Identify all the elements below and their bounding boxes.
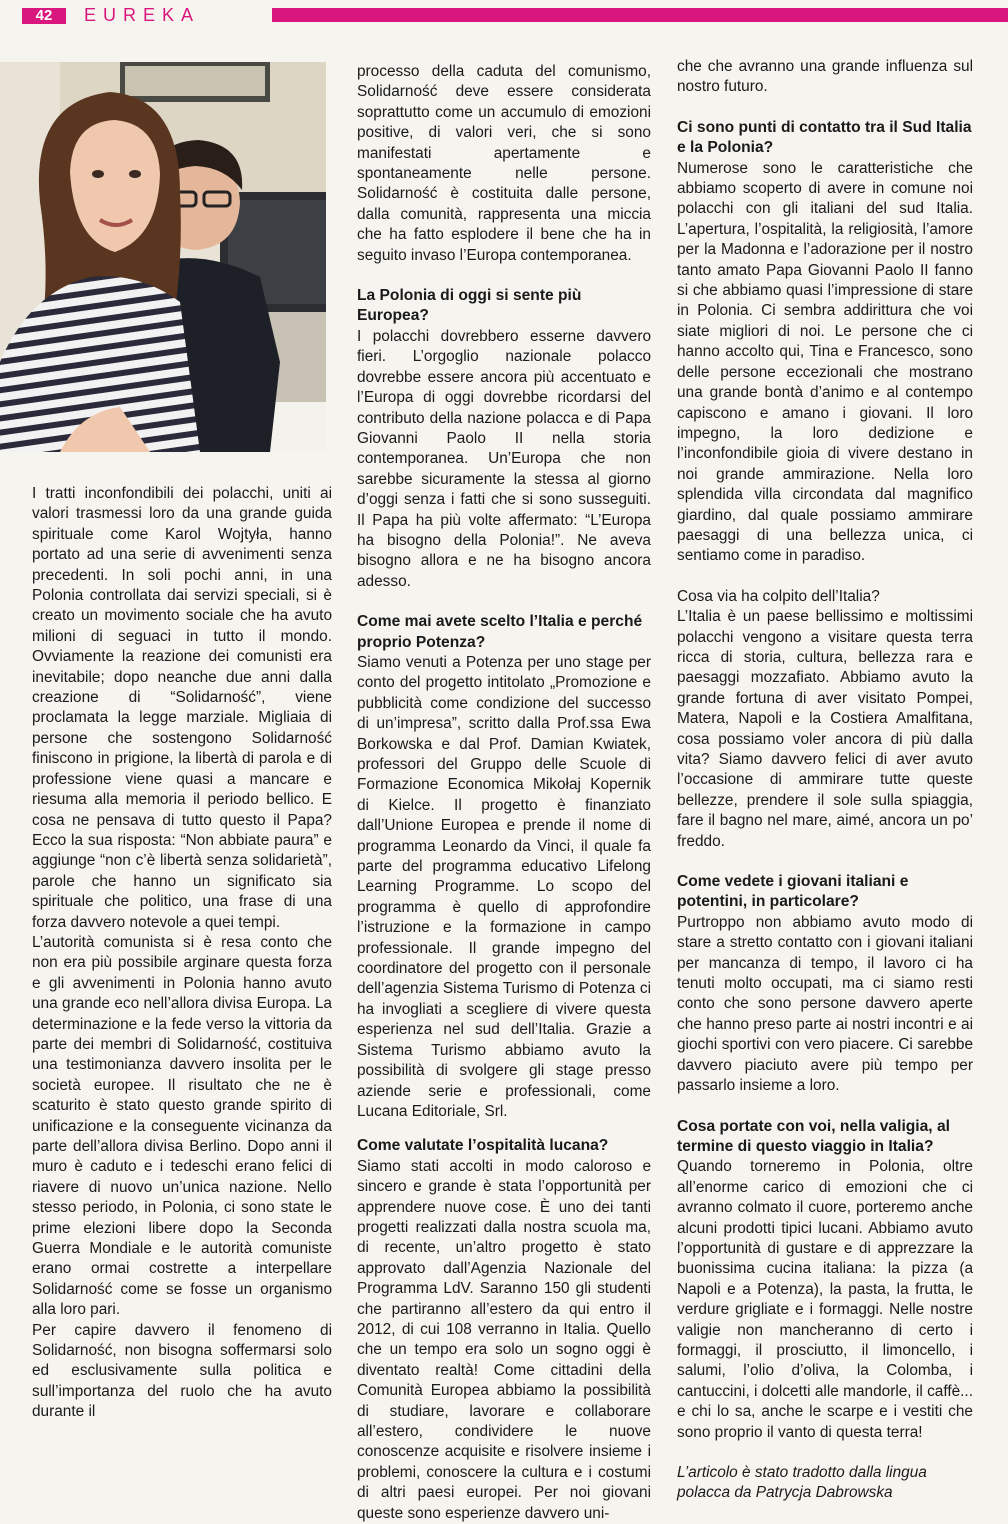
answer-paragraph: Quando torneremo in Polonia, oltre all’enorme carico di emozioni che ci avranno colmato il cuore, porteremo anche alcuni prodotti tipici lucani. Abbiamo avuto l’opportunità di gustare e di apprezzare la buonissima cucina italiana: la pizza (a Napoli e a Potenza), la pasta, la frutta, le verdure grigliate e i formaggi. Nelle nostre valigie non mancheranno di certo i formaggi, il prosciutto, il limoncello, i salumi, l’olio d’oliva, la Colomba, i cantuccini, i dolcetti alle mandorle, il caffè... e chi lo sa, anche le scarpe e i vestiti che sono proprio il vanto di questa terra! [677,1158,973,1441]
article-photo [0,62,326,452]
question-heading: La Polonia di oggi si sente più Europea? [357,287,582,325]
answer-paragraph: I polacchi dovrebbero esserne davvero fieri. L’orgoglio nazionale polacco dovrebbe essere ancora più accentuato e l’Europa di oggi dovrebbe ricordarsi del contributo della nazione polacca e di Papa Giovanni Paolo II nella storia contemporanea. Un’Europa che non sarebbe sicuramente la stessa al giorno d’oggi senza i fatti che si sono susseguiti. Il Papa ha più volte affermato: “L’Europa ha bisogno della Polonia!”. Ne aveva bisogno allora e ne ha bisogno ancora adesso. [357,327,651,590]
paragraph: L’autorità comunista si è resa conto che non era più possibile arginare questa forza e gli avvenimenti in Polonia hanno avuto una grande eco nell’allora divisa Europa. La determinazione e la fede verso la vittoria da parte dei membri di Solidarność, costituiva una testimonianza davvero insolita per le società europee. Il risultato che ne è scaturito è stato questo grande spirito di unificazione e la conseguente vicinanza da parte dell’allora divisa Berlino. Dopo anni il muro è caduto e i tedeschi erano felici di riavere di nuovo un’unica nazione. Nello stesso periodo, in Polonia, ci sono state le prime elezioni libere dopo la Seconda Guerra Mondiale e le autorità comuniste erano ormai costrette a interpellare Solidarność come se fosse un organismo alla loro pari. [32,933,332,1319]
question-heading: Cosa portate con voi, nella valigia, al termine di questo viaggio in Italia? [677,1117,950,1155]
paragraph: I tratti inconfondibili dei polacchi, uniti ai valori trasmessi loro da una grande guida spirituale come Karol Wojtyła, hanno portato ad una serie di avvenimenti senza precedenti. In soli pochi anni, in una Polonia controllata dai servizi speciali, si è creato un movimento sociale che ha avuto milioni di seguaci in tutto il mondo. Ovviamente la reazione dei comunisti era inevitabile; dopo neanche due anni dalla creazione di “Solidarność”, viene proclamata la legge marziale. Migliaia di persone che sostengono Solidarność finiscono in prigione, la libertà di parola e di professione viene quasi a mancare e riesuma alla memoria il periodo bellico. E cosa ne pensava di tutto questo il Papa? Ecco la sua risposta: “Non abbiate paura” e aggiunge “non c’è libertà senza solidarietà”, parole che hanno un significato sia spirituale che politico, una frase di una forza davvero notevole a quei tempi. [32,485,332,931]
magazine-title: EUREKA [84,5,201,25]
question-plain: Cosa via ha colpito dell’Italia? [677,587,880,605]
paragraph: Per capire davvero il fenomeno di Solidarność, non bisogna soffermarsi solo ed esclusivamente sulla politica e sull’importanza del ruolo che ha avuto durante il [32,1321,332,1421]
photo-two-students-icon [0,62,326,452]
question-heading: Come mai avete scelto l’Italia e perché proprio Potenza? [357,613,643,651]
paragraph: processo della caduta del comunismo, Solidarność deve essere considerata soprattutto come un accumulo di emozioni positive, di valori veri, che si sono manifestati apertamente e spontaneamente nelle persone. Solidarność è costituita dalle persone, dalla comunità, rappresenta una miccia che ha fatto esplodere il bene che ha in seguito invaso l’Europa contemporanea. [357,63,651,264]
question-heading: Ci sono punti di contatto tra il Sud Italia e la Polonia? [677,118,972,157]
answer-paragraph: Siamo venuti a Potenza per uno stage per conto del progetto intitolato „Promozione e pubblicità come condizione del successo di un’impresa”, scritto dalla Prof.ssa Ewa Borkowska e dal Prof. Damian Kwiatek, professori del Gruppo delle Scuole di Formazione Economica Mikołaj Kopernik di Kielce. Il progetto è finanziato dall’Unione Europea e prende il nome di programma Leonardo da Vinci, il quale fa parte del programma educativo Lifelong Learning Programme. Lo scopo del programma è quello di approfondire l’istruzione e la formazione in campo professionale. Il grande impegno del coordinatore del progetto con il personale dell’agenzia Sistema Turismo di Potenza ci ha invogliati a scegliere di vivere questa esperienza nel sud dell’Italia. Grazie a Sistema Turismo abbiamo avuto la possibilità di svolgere gli stage presso aziende serie e professionali, come Lucana Editoriale, Srl. [357,653,651,1120]
translation-credit: L’articolo è stato tradotto dalla lingua polacca da Patrycja Dabrowska [677,1464,927,1502]
answer-paragraph: Siamo stati accolti in modo caloroso e sincero e grande è stata l’opportunità per apprendere nuove cose. È uno dei tanti progetti realizzati dalla nostra scuola ma, di recente, un’altro progetto è stato approvato dall’Agenzia Nazionale del Programma LdV. Saranno 150 gli studenti che partiranno all’estero da qui entro il 2012, di cui 108 verranno in Italia. Quello che un tempo era solo un sogno oggi è diventato realtà! Come cittadini della Comunità Europea abbiamo la possibilità di studiare, lavorare e collaborare all’estero, condividere le nuove conoscenze acquisite e risolvere insieme i problemi, conoscere la cultura e i costumi di altri paesi europei. Per noi giovani queste sono esperienze davvero uni- [357,1157,651,1522]
header-bar [272,8,1008,22]
column-2 [357,62,651,1524]
page-header [0,0,1008,30]
answer-paragraph: L’Italia è un paese bellissimo e moltissimi polacchi vengono a visitare questa terra ricca di storia, cultura, bellezza rara e paesaggi mozzafiato. Abbiamo avuto la grande fortuna di aver visitato Pompei, Matera, Napoli e la Costiera Amalfitana, cosa possiamo voler ancora di più dalla vita? Siamo davvero felici di aver avuto l’occasione di ammirare tutte queste bellezze, prendere il sole sulla spiaggia, fare il bagno nel mare, aimé, ancora un po’ freddo. [677,608,973,850]
question-heading: Come vedete i giovani italiani e potentini, in particolare? [677,873,909,911]
paragraph: che che avranno una grande influenza sul nostro futuro. [677,58,973,96]
answer-paragraph: Purtroppo non abbiamo avuto modo di stare a stretto contatto con i giovani italiani per mancanza di tempo, il lavoro ci ha tenuti molto occupati, ma ci siamo resti conto che sono persone davvero aperte che hanno preso parte ai nostri incontri e ai giochi sportivi con vero piacere. Ci sarebbe davvero piaciuto avere più tempo per passarlo insieme a loro. [677,913,973,1095]
column-1 [32,484,332,1423]
question-heading: Come valutate l’ospitalità lucana? [357,1137,609,1155]
page-number: 42 [22,8,66,24]
answer-paragraph: Numerose sono le caratteristiche che abbiamo scoperto di avere in comune noi polacchi con gli italiani del sud Italia. L’apertura, l’ospitalità, la religiosità, l’amore per la Madonna e l’adorazione per il nostro tanto amato Papa Giovanni Paolo II fanno si che abbiamo quasi l’impressione di stare in Polonia. Ci sembra addirittura che voi siate migliori di noi. Le persone che ci hanno accolto qui, Tina e Francesco, sono delle persone eccezionali che mostrano una grande bontà d’animo e al contempo capiscono e amano i giovani. Il loro impegno, la loro dedizione e l’inconfondibile gioia di vivere destano in noi grande ammirazione. Nella loro splendida villa circondata dal magnifico giardino, dal quale possiamo ammirare paesaggi di una bellezza unica, ci sentiamo come in paradiso. [677,159,973,565]
column-3 [677,57,973,1504]
